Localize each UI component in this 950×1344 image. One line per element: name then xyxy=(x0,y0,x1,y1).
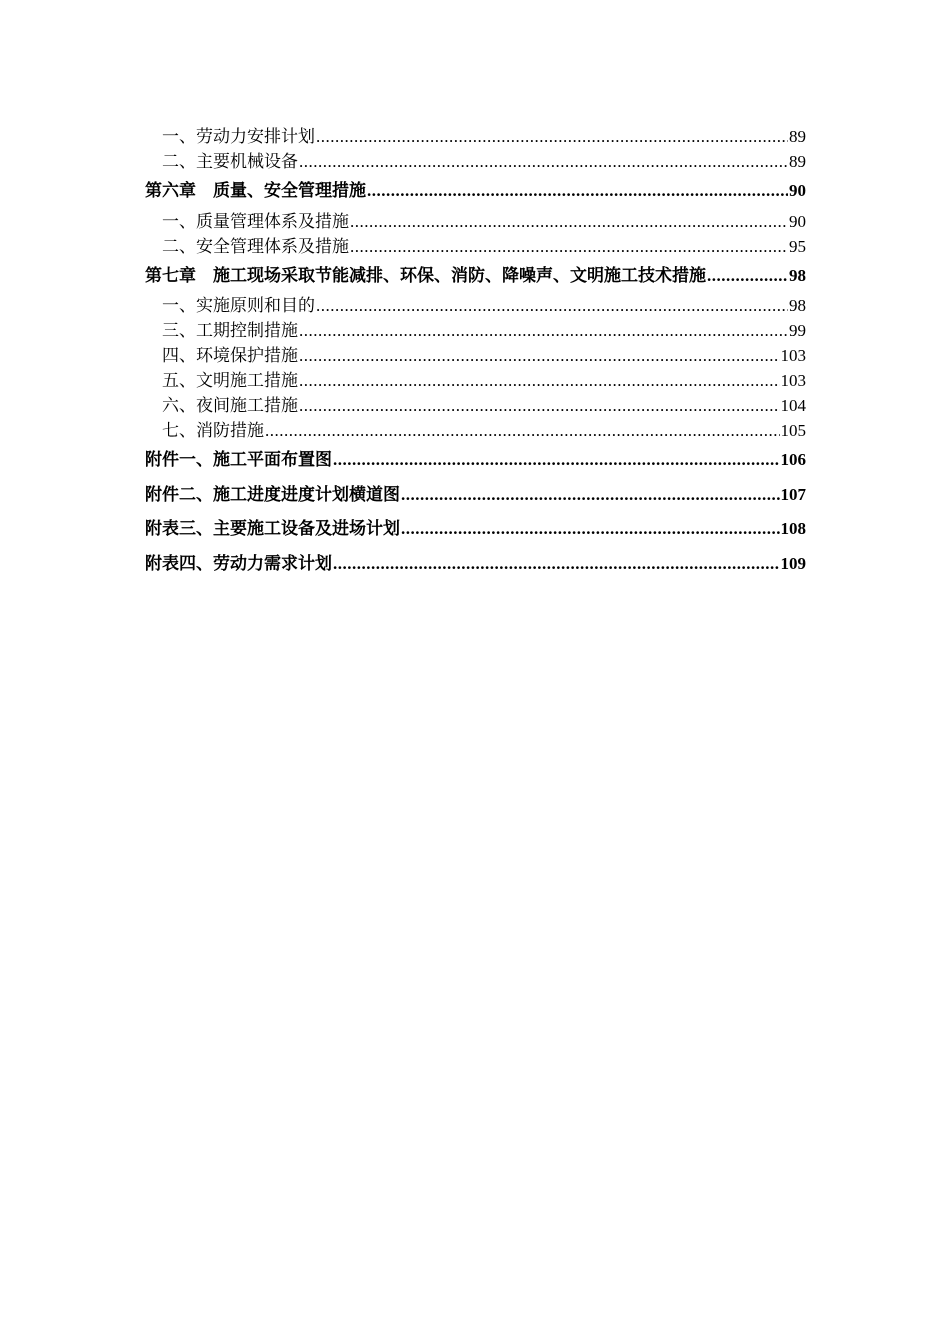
toc-page-number: 98 xyxy=(789,296,806,315)
toc-dot-leader xyxy=(299,149,788,174)
toc-attachment-2[interactable] xyxy=(145,478,806,513)
toc-page-number: 105 xyxy=(780,421,806,440)
toc-entry-title: 二、主要机械设备 xyxy=(162,152,298,172)
toc-entry-title: 附件一、施工平面布置图 xyxy=(145,450,332,470)
toc-entry-environment[interactable] xyxy=(145,343,806,368)
toc-dot-leader xyxy=(299,393,780,418)
toc-entry-title: 一、劳动力安排计划 xyxy=(162,127,315,147)
toc-chapter-6[interactable] xyxy=(145,174,806,209)
toc-dot-leader xyxy=(333,547,780,582)
toc-entry-title: 一、质量管理体系及措施 xyxy=(162,211,349,232)
toc-page-number: 107 xyxy=(780,484,806,504)
toc-dot-leader xyxy=(299,343,780,368)
toc-dot-leader xyxy=(333,443,780,478)
toc-entry-main-machinery[interactable] xyxy=(145,149,806,174)
toc-dot-leader xyxy=(265,418,780,443)
toc-page-number: 95 xyxy=(789,236,806,256)
toc-dot-leader xyxy=(316,293,788,318)
toc-entry-civilized-construction[interactable] xyxy=(145,368,806,393)
toc-entry-title: 七、消防措施 xyxy=(162,421,264,441)
toc-page-number: 90 xyxy=(789,211,806,231)
toc-entry-fire-protection[interactable] xyxy=(145,418,806,443)
toc-page-number: 99 xyxy=(789,321,806,340)
toc-dot-leader xyxy=(350,234,788,259)
toc-entry-title: 六、夜间施工措施 xyxy=(162,396,298,416)
toc-entry-night-construction[interactable] xyxy=(145,393,806,418)
toc-entry-quality-management[interactable] xyxy=(145,209,806,234)
toc-attachment-1[interactable] xyxy=(145,443,806,478)
toc-page-number: 103 xyxy=(780,371,806,390)
toc-entry-title: 三、工期控制措施 xyxy=(162,321,298,341)
toc-entry-title: 第七章 施工现场采取节能减排、环保、消防、降噪声、文明施工技术措施 xyxy=(145,265,706,286)
toc-entry-labor-plan[interactable] xyxy=(145,124,806,149)
toc-page-number: 106 xyxy=(780,450,806,469)
toc-page-number: 103 xyxy=(780,346,806,365)
toc-dot-leader xyxy=(299,368,780,393)
toc-entry-title: 四、环境保护措施 xyxy=(162,346,298,366)
toc-page-number: 89 xyxy=(789,152,806,171)
toc-entry-title: 附表四、劳动力需求计划 xyxy=(145,553,332,574)
toc-dot-leader xyxy=(401,512,780,547)
toc-entry-principles[interactable] xyxy=(145,293,806,318)
toc-dot-leader xyxy=(350,209,788,234)
toc-schedule-4[interactable] xyxy=(145,547,806,582)
toc-page-number: 104 xyxy=(780,396,806,415)
toc-dot-leader xyxy=(316,124,788,149)
toc-entry-title: 一、实施原则和目的 xyxy=(162,296,315,316)
toc-entry-safety-management[interactable] xyxy=(145,234,806,259)
toc-entry-title: 二、安全管理体系及措施 xyxy=(162,236,349,257)
table-of-contents xyxy=(145,124,806,581)
toc-schedule-3[interactable] xyxy=(145,512,806,547)
toc-dot-leader xyxy=(367,174,788,209)
toc-entry-schedule-control[interactable] xyxy=(145,318,806,343)
toc-page-number: 109 xyxy=(780,553,806,573)
toc-dot-leader xyxy=(707,259,788,294)
toc-page-number: 90 xyxy=(789,181,806,200)
toc-chapter-7[interactable] xyxy=(145,259,806,294)
toc-page-number: 98 xyxy=(789,265,806,285)
toc-entry-title: 五、文明施工措施 xyxy=(162,371,298,391)
toc-dot-leader xyxy=(401,478,780,513)
toc-page-number: 89 xyxy=(789,127,806,146)
toc-page-number: 108 xyxy=(780,519,806,538)
toc-entry-title: 第六章 质量、安全管理措施 xyxy=(145,181,366,201)
toc-entry-title: 附表三、主要施工设备及进场计划 xyxy=(145,519,400,539)
toc-dot-leader xyxy=(299,318,788,343)
toc-entry-title: 附件二、施工进度进度计划横道图 xyxy=(145,484,400,505)
